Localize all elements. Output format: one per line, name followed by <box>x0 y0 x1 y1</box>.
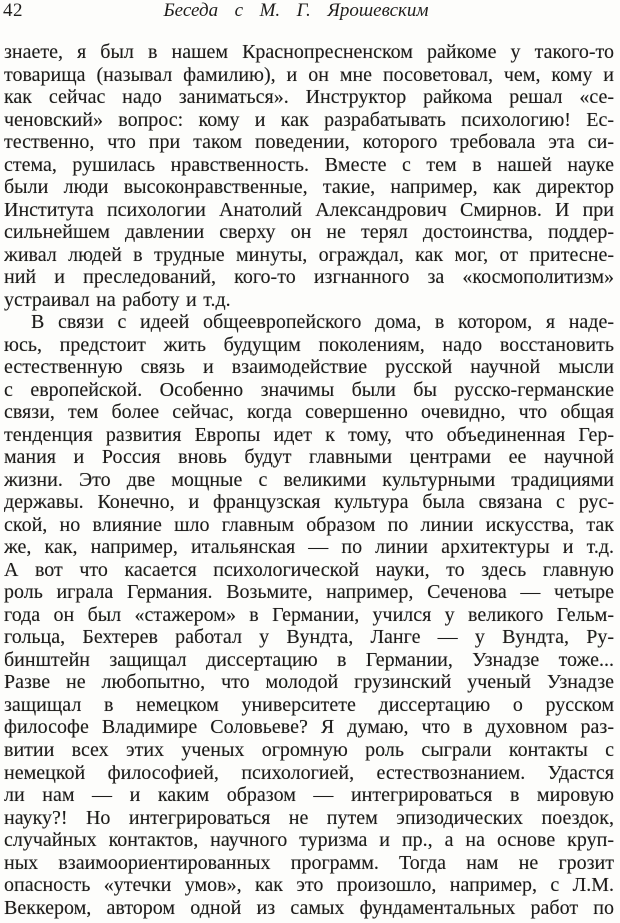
text-line: бинштейн защищал диссертацию в Германии, Узнадзе тоже... <box>4 648 614 671</box>
text-line: с европейской. Особенно значимы были бы русско-германские <box>4 378 614 401</box>
text-line: защищал в немецком университете диссертацию о русском <box>4 693 614 716</box>
text-line: роль играла Германия. Возьмите, например, Сеченова — четыре <box>4 581 614 604</box>
text-line: сильнейшем давлении сверху он не терял достоинства, поддер- <box>4 221 614 244</box>
text-line: знаете, я был в нашем Краснопресненском райкоме у такого-то <box>4 41 614 63</box>
text-line: тенденция развития Европы идет к тому, что объединенная Гер- <box>4 423 614 446</box>
text-line: товарища (называл фамилию), и он мне посоветовал, чем, кому и <box>4 63 614 86</box>
running-title: Беседа с М. Г. Ярошевским <box>163 0 429 21</box>
paragraph <box>4 41 614 311</box>
text-line: связи, тем более сейчас, когда совершенно очевидно, что общая <box>4 401 614 424</box>
text-line: витии всех этих ученых огромную роль сыграли контакты с <box>4 738 614 761</box>
text-line: тественно, что при таком поведении, которого требовала эта си- <box>4 131 614 154</box>
text-line: же, как, например, итальянская — по линии архитектуры и т.д. <box>4 536 614 559</box>
paragraph <box>4 311 614 919</box>
text-line: Института психологии Анатолий Александрович Смирнов. И при <box>4 198 614 221</box>
text-line: мания и Россия вновь будут главными центрами ее научной <box>4 446 614 469</box>
text-line: науку?! Но интегрироваться не путем эпизодических поездок, <box>4 806 614 829</box>
text-line: как сейчас надо заниматься». Инструктор райкома решал «се- <box>4 86 614 109</box>
text-line: гольца, Бехтерев работал у Вундта, Ланге — у Вундта, Ру- <box>4 626 614 649</box>
text-line: немецкой философией, психологией, естествознанием. Удастся <box>4 761 614 784</box>
text-line: живал людей в трудные минуты, ограждал, как мог, от притесне- <box>4 243 614 266</box>
page-number: 42 <box>3 0 23 21</box>
text-line: жизни. Это две мощные с великими культурными традициями <box>4 468 614 491</box>
text-line: устраивал на работу и т.д. <box>4 288 231 311</box>
text-line: естественную связь и взаимодействие русской научной мысли <box>4 356 614 379</box>
text-line: ской, но влияние шло главным образом по линии искусства, так <box>4 513 614 536</box>
text-line: ных взаимоориентированных программ. Тогда нам не грозит <box>4 851 614 874</box>
text-line: случайных контактов, научного туризма и пр., а на основе круп- <box>4 829 614 852</box>
text-line: были люди высоконравственные, такие, например, как директор <box>4 176 614 199</box>
text-line: ний и преследований, кого-то изгнанного за «космополитизм» <box>4 266 614 289</box>
text-line: державы. Конечно, и французская культура была связана с рус- <box>4 491 614 514</box>
page-header <box>0 0 620 24</box>
text-line: юсь, предстоит жить будущим поколениям, надо восстановить <box>4 333 614 356</box>
text-line: ли нам — и каким образом — интегрироваться в мировую <box>4 784 614 807</box>
text-line: ченовский» вопрос: кому и как разрабатывать психологию! Ес- <box>4 108 614 131</box>
text-line: В связи с идеей общеевропейского дома, в котором, я наде- <box>31 311 614 334</box>
text-line: философе Владимире Соловьеве? Я думаю, что в духовном раз- <box>4 716 614 739</box>
text-line: стема, рушилась нравственность. Вместе с тем в нашей науке <box>4 153 614 176</box>
page-body <box>4 41 614 919</box>
text-line: года он был «стажером» в Германии, учился у великого Гельм- <box>4 603 614 626</box>
text-line: А вот что касается психологической науки, то здесь главную <box>4 558 614 581</box>
text-line: Веккером, автором одной из самых фундаментальных работ по <box>4 896 614 919</box>
text-line: опасность «утечки умов», как это произошло, например, с Л.М. <box>4 874 614 897</box>
text-line: Разве не любопытно, что молодой грузинский ученый Узнадзе <box>4 671 614 694</box>
